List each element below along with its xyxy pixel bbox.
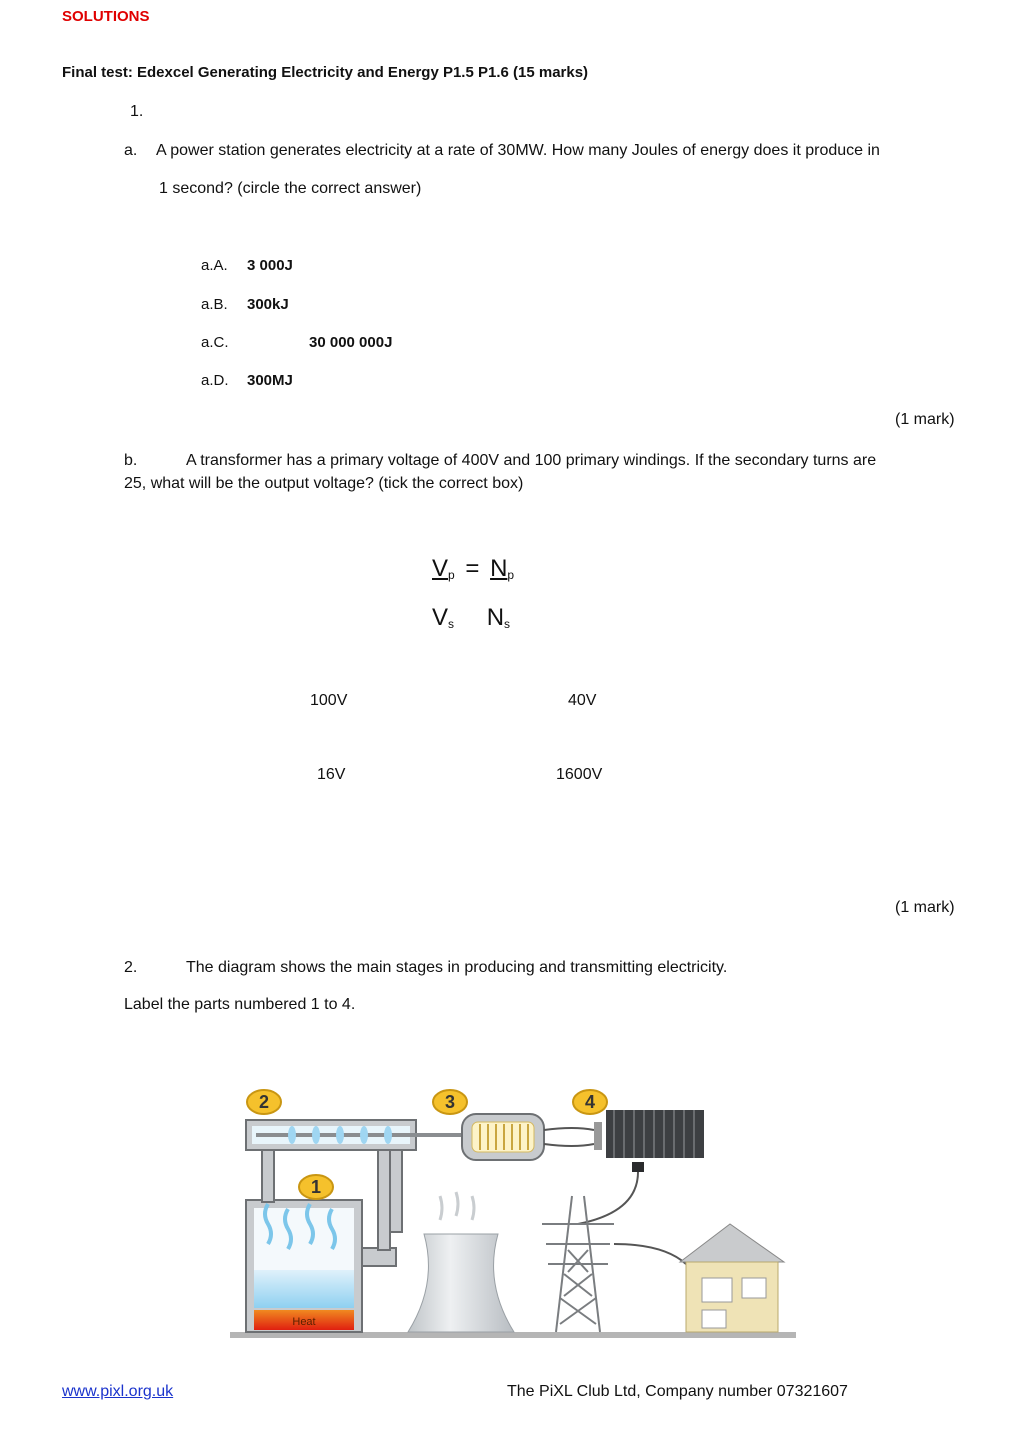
transformer: [594, 1110, 704, 1172]
badge-3: [433, 1090, 467, 1114]
badge-1: [299, 1175, 333, 1199]
option-a-label: a.A.: [201, 257, 228, 274]
heat-label: Heat: [292, 1316, 316, 1328]
option-c-label: a.C.: [201, 334, 229, 351]
power-station-diagram: [228, 1084, 798, 1342]
answer-1600v[interactable]: 1600V: [556, 766, 603, 783]
badge-2: [247, 1090, 281, 1114]
option-d-value[interactable]: 300MJ: [247, 372, 293, 389]
boiler: [246, 1200, 362, 1332]
turbine: [246, 1120, 468, 1150]
q1a-text-line2: 1 second? (circle the correct answer): [159, 180, 422, 197]
formula-line-1: $V_p = N_p$: [432, 555, 515, 582]
company-footer: The PiXL Club Ltd, Company number 07321607: [507, 1383, 848, 1400]
question-2-number: 2.: [124, 959, 138, 976]
q2-text: The diagram shows the main stages in producing and transmitting electricity.: [186, 959, 728, 976]
option-b-label: a.B.: [201, 296, 228, 313]
q1b-text-line2: 25, what will be the output voltage? (tick the correct box): [124, 475, 524, 492]
question-1-number: 1.: [130, 103, 144, 120]
svg-text:2: 2: [258, 1092, 270, 1112]
formula-line-2: $V_s$ $N_s$: [432, 604, 511, 631]
q2-instruction: Label the parts numbered 1 to 4.: [124, 996, 356, 1013]
q1a-text-line1: A power station generates electricity at a rate of 30MW. How many Joules of energy does it produce in: [156, 142, 880, 159]
answer-40v[interactable]: 40V: [568, 692, 597, 709]
svg-text:1: 1: [310, 1177, 322, 1197]
solutions-label: SOLUTIONS: [62, 8, 150, 25]
generator: [462, 1114, 544, 1160]
q1b-prefix: b.: [124, 452, 138, 469]
option-d-label: a.D.: [201, 372, 229, 389]
option-b-value[interactable]: 300kJ: [247, 296, 289, 313]
cooling-tower: [408, 1192, 514, 1332]
answer-16v[interactable]: 16V: [317, 766, 346, 783]
svg-text:3: 3: [444, 1092, 456, 1112]
test-title: Final test: Edexcel Generating Electricity and Energy P1.5 P1.6 (15 marks): [62, 64, 589, 81]
svg-text:4: 4: [584, 1092, 596, 1112]
website-link[interactable]: www.pixl.org.uk: [62, 1383, 174, 1400]
option-a-value[interactable]: 3 000J: [247, 257, 293, 274]
q1a-prefix: a.: [124, 142, 138, 159]
q1a-marks: (1 mark): [895, 411, 955, 428]
q1b-marks: (1 mark): [895, 899, 955, 916]
q1b-text-line1: A transformer has a primary voltage of 400V and 100 primary windings. If the secondary turns are: [186, 452, 877, 469]
badge-4: [573, 1090, 607, 1114]
answer-100v[interactable]: 100V: [310, 692, 348, 709]
option-c-value[interactable]: 30 000 000J: [309, 334, 393, 351]
house: [680, 1224, 784, 1332]
